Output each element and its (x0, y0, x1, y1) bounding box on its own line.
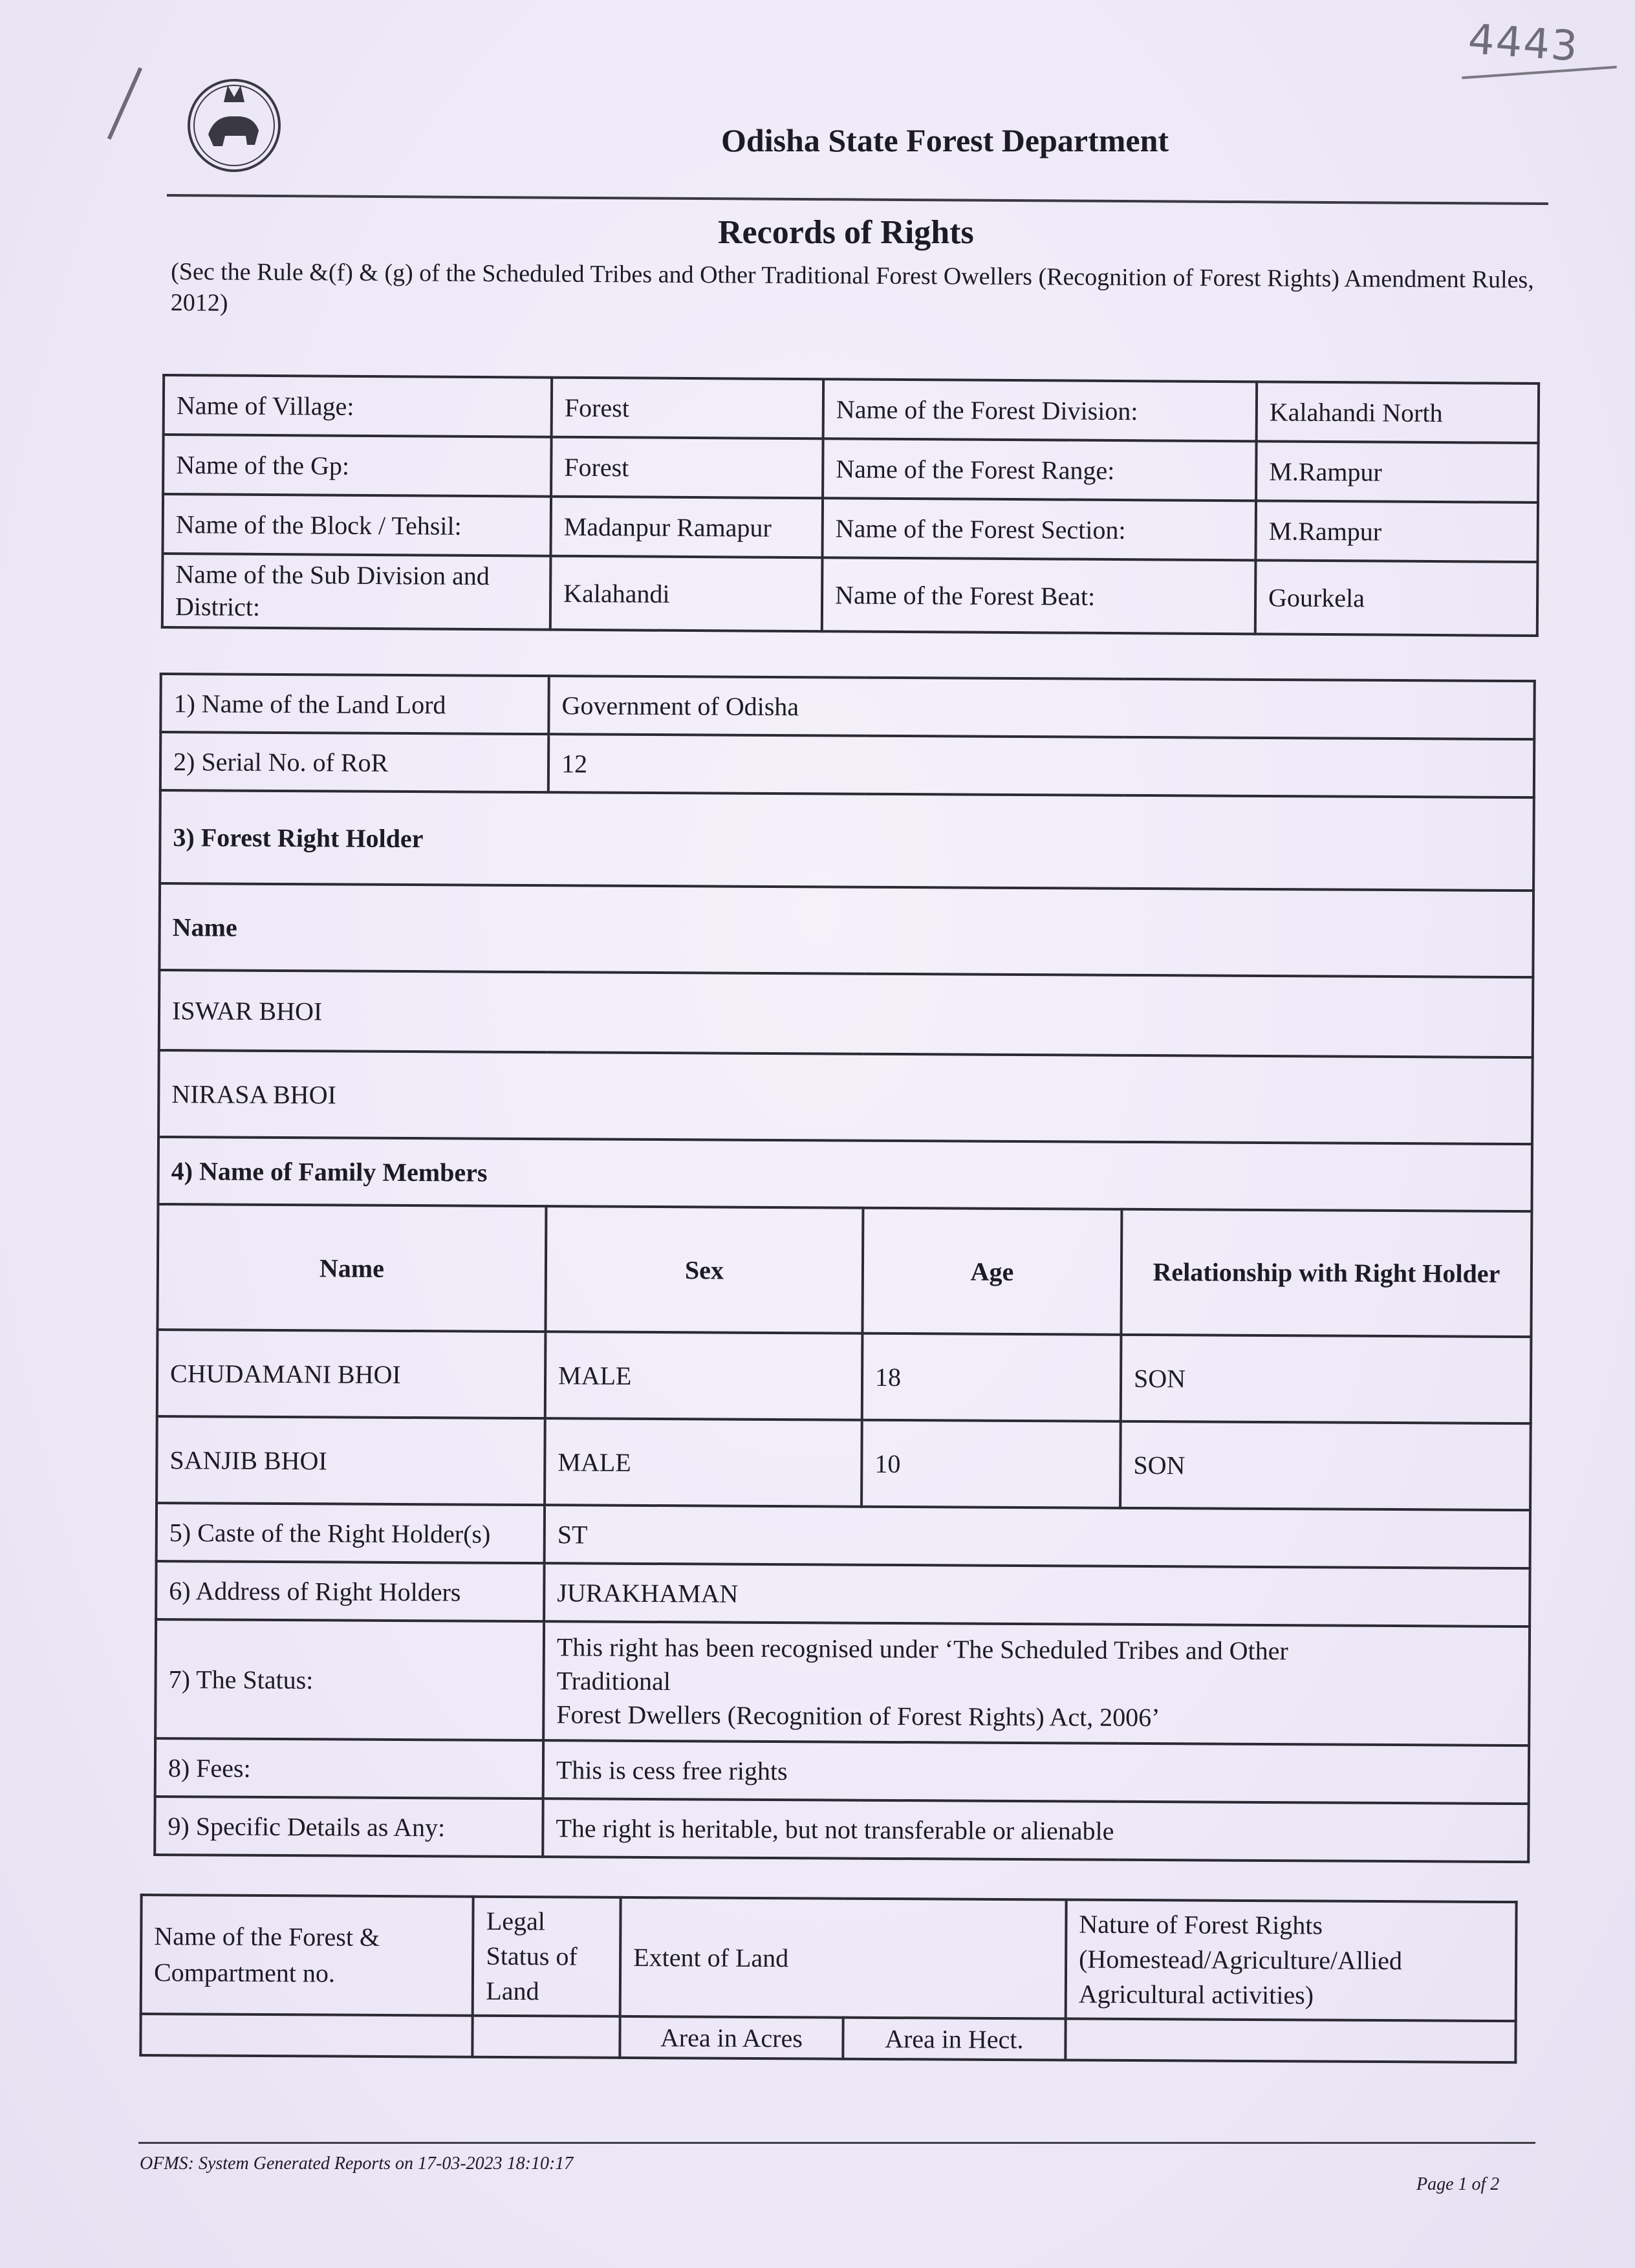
table-row (160, 790, 1534, 891)
status-line: Traditional (556, 1666, 671, 1696)
table-row (158, 1137, 1532, 1211)
table-row (157, 1503, 1530, 1568)
section-label: Name of the Forest Section: (822, 498, 1256, 560)
land-cell (1065, 2018, 1515, 2062)
holder-heading: 3) Forest Right Holder (160, 790, 1534, 891)
family-sex: MALE (545, 1332, 863, 1420)
gp-label: Name of the Gp: (163, 435, 552, 497)
table-row (157, 1330, 1532, 1423)
division-value: Kalahandi North (1257, 382, 1539, 443)
family-age: 10 (861, 1420, 1121, 1508)
landlord-value: Government of Odisha (548, 676, 1534, 739)
range-value: M.Rampur (1256, 441, 1539, 502)
land-col-legal: Legal Status of Land (473, 1897, 621, 2016)
caste-value: ST (545, 1505, 1530, 1568)
name-heading: Name (159, 883, 1533, 977)
pen-mark (107, 67, 142, 140)
subdiv-value: Kalahandi (550, 556, 823, 632)
department-title: Odisha State Forest Department (721, 122, 1169, 158)
subdiv-label: Name of the Sub Division and District: (162, 554, 551, 630)
family-heading: 4) Name of Family Members (158, 1137, 1532, 1211)
block-value: Madanpur Ramapur (550, 497, 823, 558)
address-label: 6) Address of Right Holders (156, 1561, 544, 1621)
beat-value: Gourkela (1255, 560, 1538, 636)
address-value: JURAKHAMAN (544, 1563, 1530, 1626)
table-row (140, 2014, 1515, 2062)
block-label: Name of the Block / Tehsil: (163, 494, 552, 556)
family-name: CHUDAMANI BHOI (157, 1330, 546, 1418)
table-row (160, 674, 1534, 739)
gp-value: Forest (551, 437, 823, 499)
status-line: This right has been recognised under ‘The Scheduled Tribes and Other (556, 1632, 1288, 1666)
table-row (162, 554, 1538, 636)
landlord-label: 1) Name of the Land Lord (160, 674, 548, 734)
land-table (139, 1894, 1517, 2064)
land-col-forest: Name of the Forest & Compartment no. (141, 1895, 473, 2016)
status-label: 7) The Status: (155, 1619, 544, 1740)
family-col-age: Age (862, 1208, 1121, 1335)
caste-label: 5) Caste of the Right Holder(s) (157, 1503, 545, 1563)
family-col-relationship: Relationship with Right Holder (1121, 1209, 1532, 1337)
serial-label: 2) Serial No. of RoR (160, 732, 548, 792)
details-label: 9) Specific Details as Any: (155, 1797, 543, 1857)
rule-subtitle: (Sec the Rule &(f) & (g) of the Scheduled Tribes and Other Traditional Forest Owellers (Recognition of Forest Rights) Amendment Rules, 2012) (170, 258, 1534, 317)
village-label: Name of Village: (164, 375, 552, 437)
table-row (163, 435, 1539, 502)
table-row (157, 1204, 1532, 1337)
beat-label: Name of the Forest Beat: (822, 557, 1256, 634)
table-row (163, 494, 1539, 562)
section-value: M.Rampur (1255, 501, 1538, 562)
table-row (156, 1561, 1530, 1626)
table-row (160, 732, 1534, 797)
handwritten-number: 4443 (1466, 16, 1581, 71)
village-value: Forest (552, 378, 824, 439)
table-row (159, 883, 1533, 977)
status-line: Forest Dwellers (Recognition of Forest Rights) Act, 2006’ (556, 1700, 1160, 1733)
table-row (141, 1895, 1517, 2021)
location-table (161, 374, 1540, 637)
page-title: Records of Rights (718, 214, 974, 251)
header-divider (167, 194, 1548, 205)
fees-value: This is cess free rights (543, 1740, 1529, 1804)
land-col-extent: Extent of Land (620, 1897, 1067, 2019)
page-number: Page 1 of 2 (1416, 2174, 1500, 2194)
generated-note: OFMS: System Generated Reports on 17-03-2023 18:10:17 (140, 2154, 574, 2174)
division-label: Name of the Forest Division: (823, 379, 1257, 441)
family-sex: MALE (545, 1418, 862, 1507)
odisha-emblem-icon (182, 63, 286, 180)
family-col-sex: Sex (545, 1206, 863, 1334)
status-value (543, 1621, 1530, 1745)
land-col-nature: Nature of Forest Rights (Homestead/Agriculture/Allied Agricultural activities) (1066, 1899, 1517, 2021)
table-row (164, 375, 1539, 443)
table-row (158, 1050, 1533, 1144)
table-row (159, 970, 1533, 1057)
family-age: 18 (862, 1334, 1121, 1421)
serial-value: 12 (548, 734, 1534, 797)
table-row (157, 1416, 1531, 1510)
family-rel: SON (1120, 1421, 1531, 1510)
range-label: Name of the Forest Range: (823, 438, 1257, 501)
land-cell (140, 2014, 473, 2057)
fees-label: 8) Fees: (155, 1738, 543, 1798)
table-row (155, 1797, 1528, 1862)
holder-name: ISWAR BHOI (159, 970, 1533, 1057)
family-col-name: Name (157, 1204, 546, 1332)
area-hect: Area in Hect. (843, 2018, 1066, 2060)
record-table (153, 673, 1536, 1863)
holder-name: NIRASA BHOI (158, 1050, 1533, 1144)
table-row (155, 1738, 1529, 1804)
family-rel: SON (1121, 1335, 1532, 1423)
family-name: SANJIB BHOI (157, 1416, 545, 1505)
area-acres: Area in Acres (620, 2016, 843, 2059)
table-row (155, 1619, 1530, 1745)
details-value: The right is heritable, but not transferable or alienable (543, 1798, 1528, 1862)
footer-divider (138, 2142, 1535, 2144)
land-cell (473, 2016, 620, 2058)
